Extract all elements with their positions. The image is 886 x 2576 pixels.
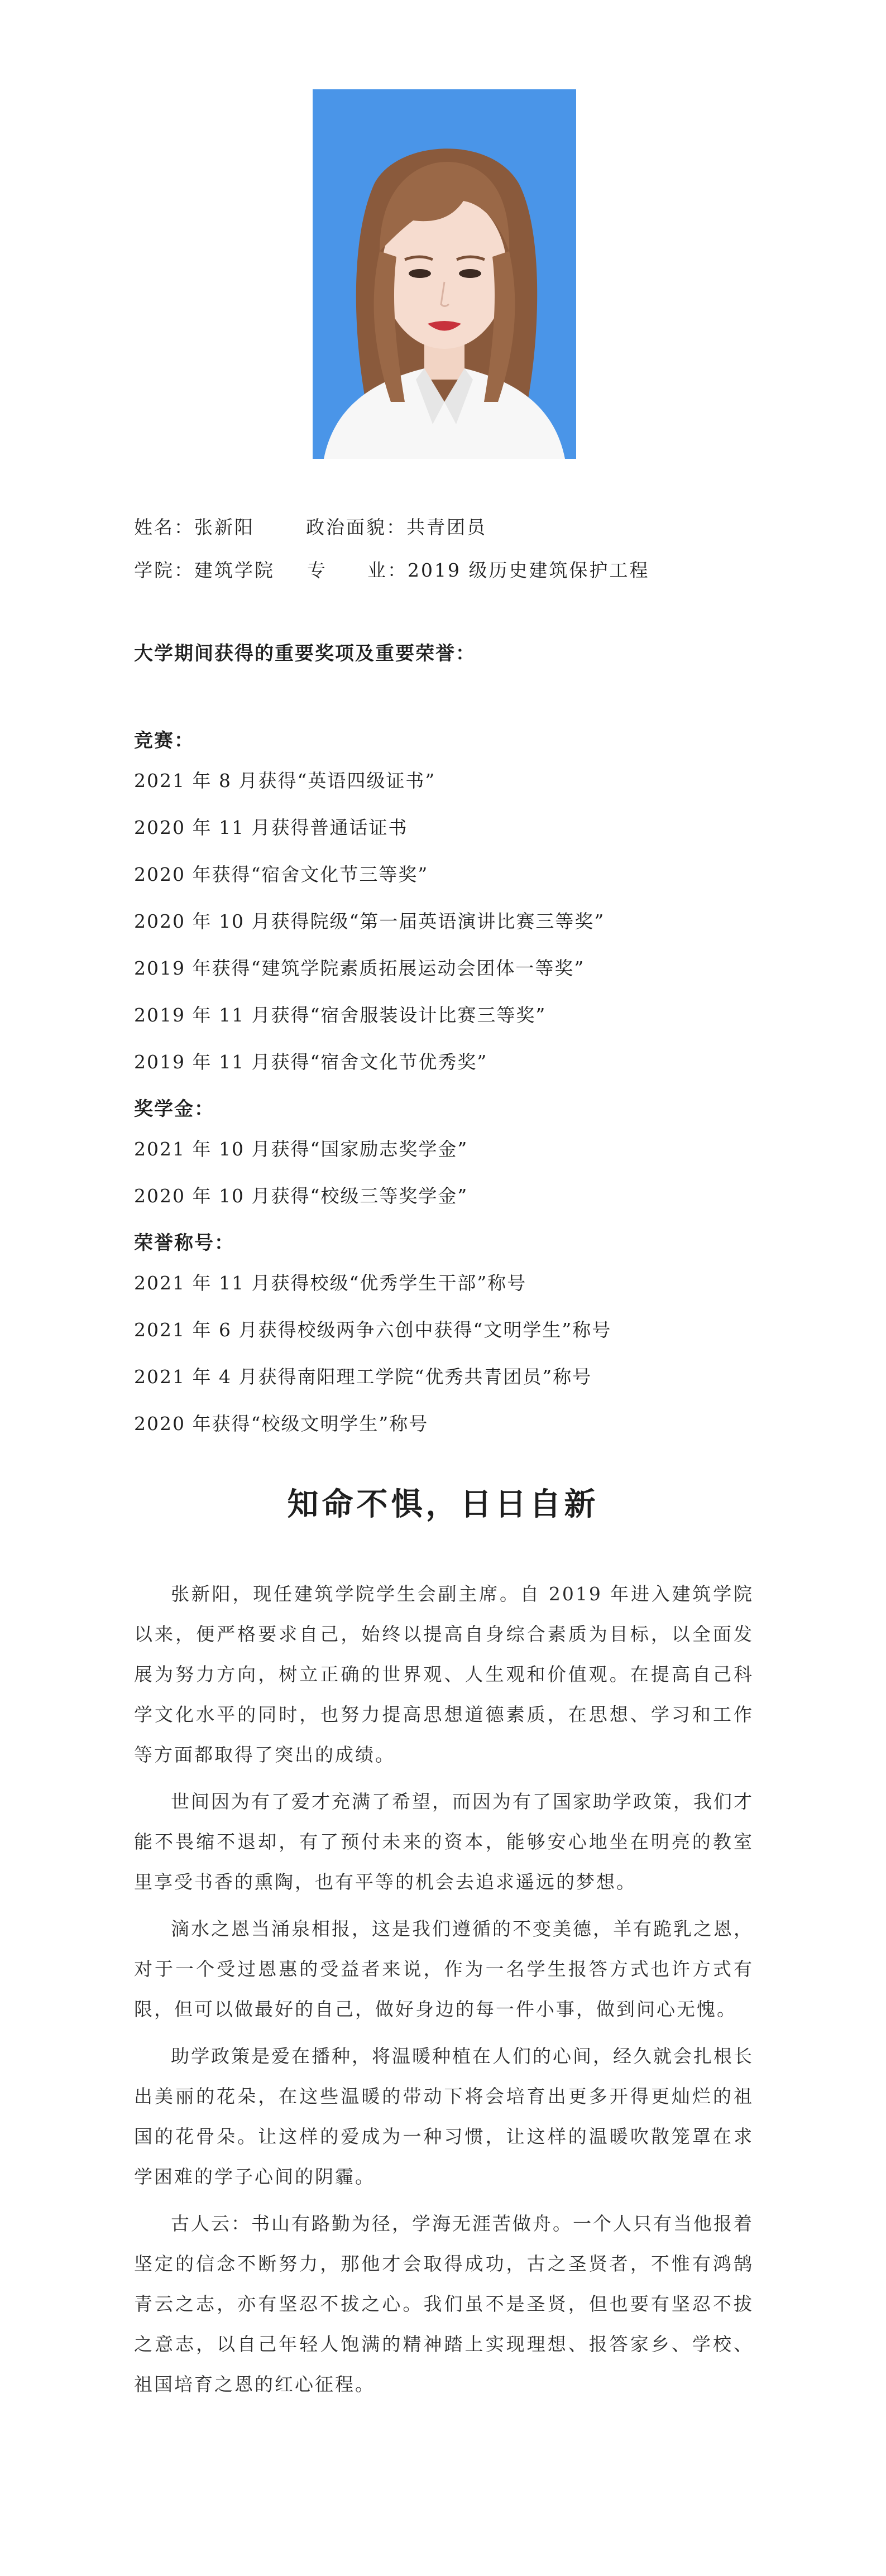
profile-row-1: [134, 516, 487, 539]
awards-list: [134, 730, 759, 1460]
group-title-scholarship: 奖学金：: [134, 1098, 214, 1120]
group-title-competition: 竞赛：: [134, 730, 194, 752]
id-photo: [313, 89, 576, 459]
list-item: 2021 年 8 月获得“英语四级证书”: [134, 770, 436, 791]
name-label: 姓名：: [134, 516, 194, 538]
essay-body: [134, 1574, 754, 2411]
list-item: 2021 年 4 月获得南阳理工学院“优秀共青团员”称号: [134, 1366, 592, 1388]
essay-paragraph: 助学政策是爱在播种，将温暖种植在人们的心间，经久就会扎根长出美丽的花朵，在这些温暖的带动下将会培育出更多开得更灿烂的祖国的花骨朵。让这样的爱成为一种习惯，让这样的温暖吹散笼罩在求学困难的学子心间的阴霾。: [134, 2045, 754, 2188]
essay-paragraph: 滴水之恩当涌泉相报，这是我们遵循的不变美德，羊有跪乳之恩，对于一个受过恩惠的受益者来说，作为一名学生报答方式也许方式有限，但可以做最好的自己，做好身边的每一件小事，做到问心无愧。: [134, 1918, 754, 2020]
political-value: 共青团员: [406, 516, 487, 538]
list-item: 2020 年获得“宿舍文化节三等奖”: [134, 864, 429, 885]
college-label: 学院：: [134, 559, 194, 581]
group-title-honors: 荣誉称号：: [134, 1232, 234, 1254]
college-value: 建筑学院: [194, 559, 275, 581]
essay-paragraph: 世间因为有了爱才充满了希望，而因为有了国家助学政策，我们才能不畏缩不退却，有了预付未来的资本，能够安心地坐在明亮的教室里享受书香的熏陶，也有平等的机会去追求遥远的梦想。: [134, 1791, 754, 1893]
name-value: 张新阳: [194, 516, 255, 538]
list-item: 2021 年 6 月获得校级两争六创中获得“文明学生”称号: [134, 1319, 612, 1341]
essay-title: 知命不惧，日日自新: [287, 1486, 599, 1523]
political-label: 政治面貌：: [306, 516, 406, 538]
major-value: 2019 级历史建筑保护工程: [408, 559, 650, 581]
portrait-image: [313, 89, 576, 459]
list-item: 2019 年 11 月获得“宿舍文化节优秀奖”: [134, 1051, 488, 1073]
awards-heading: 大学期间获得的重要奖项及重要荣誉：: [134, 642, 476, 665]
major-label: 专 业：: [307, 559, 408, 581]
list-item: 2019 年获得“建筑学院素质拓展运动会团体一等奖”: [134, 957, 585, 979]
list-item: 2020 年 10 月获得“校级三等奖学金”: [134, 1185, 468, 1207]
list-item: 2020 年获得“校级文明学生”称号: [134, 1413, 429, 1435]
essay-paragraph: 张新阳，现任建筑学院学生会副主席。自 2019 年进入建筑学院以来，便严格要求自己，始终以提高自身综合素质为目标，以全面发展为努力方向，树立正确的世界观、人生观和价值观。在提高自己科学文化水平的同时，也努力提高思想道德素质，在思想、学习和工作等方面都取得了突出的成绩。: [134, 1583, 754, 1766]
list-item: 2021 年 11 月获得校级“优秀学生干部”称号: [134, 1272, 527, 1294]
list-item: 2019 年 11 月获得“宿舍服装设计比赛三等奖”: [134, 1004, 547, 1026]
list-item: 2020 年 10 月获得院级“第一届英语演讲比赛三等奖”: [134, 910, 605, 932]
profile-row-2: [134, 559, 649, 582]
essay-paragraph: 古人云：书山有路勤为径，学海无涯苦做舟。一个人只有当他报着坚定的信念不断努力，那他才会取得成功，古之圣贤者，不惟有鸿鹄青云之志，亦有坚忍不拔之心。我们虽不是圣贤，但也要有坚忍不拔之意志，以自己年轻人饱满的精神踏上实现理想、报答家乡、学校、祖国培育之恩的红心征程。: [134, 2213, 754, 2395]
list-item: 2020 年 11 月获得普通话证书: [134, 817, 408, 838]
list-item: 2021 年 10 月获得“国家励志奖学金”: [134, 1138, 468, 1160]
